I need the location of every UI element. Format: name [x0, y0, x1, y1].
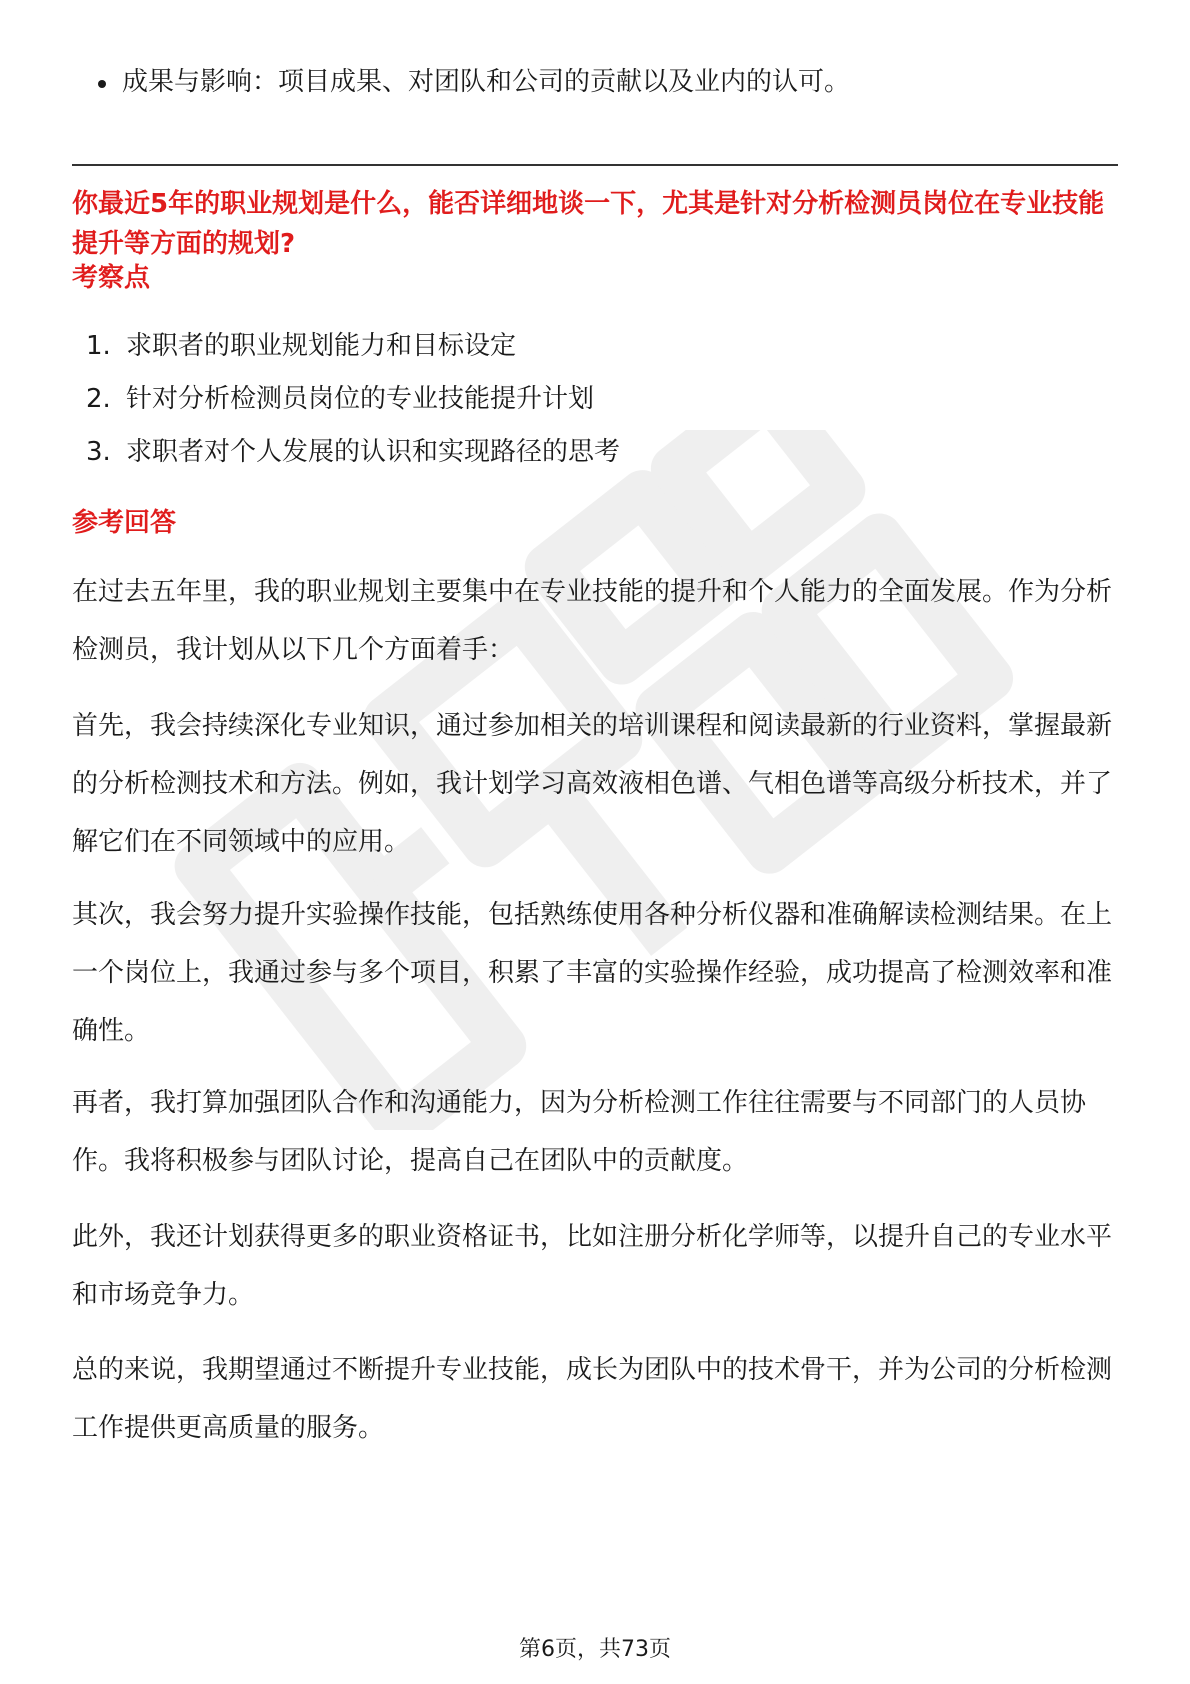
list-text: 求职者对个人发展的认识和实现路径的思考 — [126, 437, 621, 467]
answer-paragraph: 其次，我会努力提升实验操作技能，包括熟练使用各种分析仪器和准确解读检测结果。在上一个岗位上，我通过参与多个项目，积累了丰富的实验操作经验，成功提高了检测效率和准确性。 — [72, 900, 1113, 1046]
list-number: 3. — [86, 437, 111, 467]
list-number: 1. — [86, 331, 111, 361]
list-text: 求职者的职业规划能力和目标设定 — [126, 331, 517, 361]
answer-paragraph: 总的来说，我期望通过不断提升专业技能，成长为团队中的技术骨干，并为公司的分析检测工作提供更高质量的服务。 — [72, 1355, 1113, 1443]
answer-paragraph: 首先，我会持续深化专业知识，通过参加相关的培训课程和阅读最新的行业资料，掌握最新的分析检测技术和方法。例如，我计划学习高效液相色谱、气相色谱等高级分析技术，并了解它们在不同领域中的应用。 — [72, 711, 1113, 857]
answer-heading: 参考回答 — [72, 508, 177, 538]
bullet-text: 成果与影响：项目成果、对团队和公司的贡献以及业内的认可。 — [122, 67, 851, 97]
list-item — [86, 379, 594, 419]
question-heading: 你最近5年的职业规划是什么，能否详细地谈一下，尤其是针对分析检测员岗位在专业技能提升等方面的规划? — [72, 189, 1105, 259]
list-item — [86, 432, 620, 472]
answer-paragraph: 再者，我打算加强团队合作和沟通能力，因为分析检测工作往往需要与不同部门的人员协作。我将积极参与团队讨论，提高自己在团队中的贡献度。 — [72, 1088, 1087, 1176]
list-item — [86, 326, 516, 366]
answer-paragraph: 此外，我还计划获得更多的职业资格证书，比如注册分析化学师等，以提升自己的专业水平和市场竞争力。 — [72, 1222, 1113, 1310]
answer-paragraph: 在过去五年里，我的职业规划主要集中在专业技能的提升和个人能力的全面发展。作为分析检测员，我计划从以下几个方面着手： — [72, 577, 1113, 665]
section-divider — [72, 164, 1118, 166]
list-text: 针对分析检测员岗位的专业技能提升计划 — [126, 384, 595, 414]
page-footer: 第6页，共73页 — [519, 1637, 671, 1662]
assessment-heading: 考察点 — [72, 263, 151, 293]
list-number: 2. — [86, 384, 111, 414]
bullet-dot-icon — [98, 80, 106, 88]
